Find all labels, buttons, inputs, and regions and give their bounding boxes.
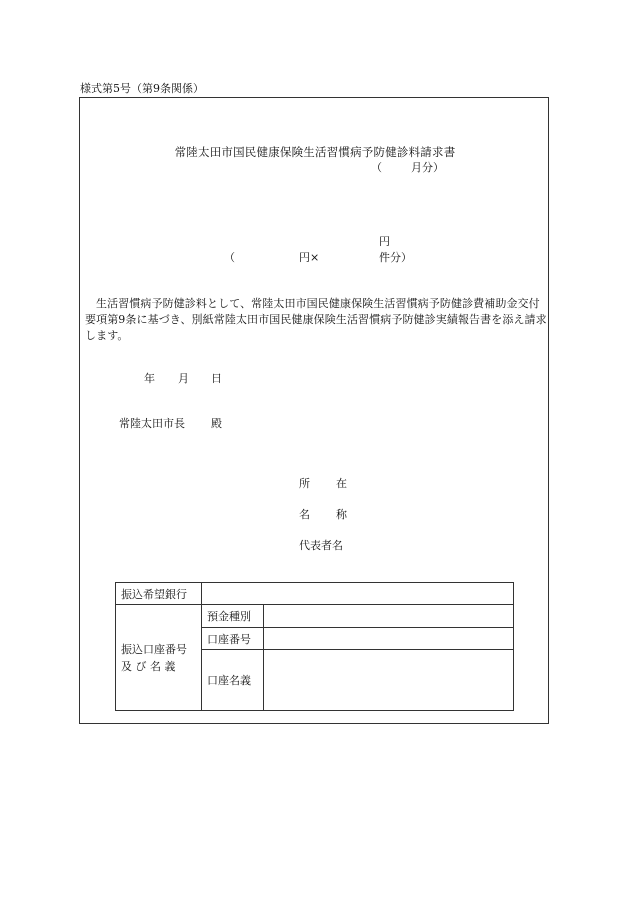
bank-transfer-table — [115, 582, 514, 711]
account-label-cell — [116, 605, 202, 711]
address-label-left: 所 — [299, 477, 310, 490]
account-number-label-cell — [202, 628, 264, 650]
month-suffix: 月分） — [411, 161, 444, 174]
representative-label: 代表者名 — [299, 539, 343, 552]
date-day: 日 — [211, 372, 222, 385]
date-month: 月 — [178, 372, 189, 385]
account-name-value-cell[interactable] — [264, 650, 514, 711]
request-body-text: 生活習慣病予防健診料として、常陸太田市国民健康保険生活習慣病予防健診費補助金交付要項第9条に基づき、別紙常陸太田市国民健康保険生活習慣病予防健診実績報告書を添え請求します。 — [85, 297, 547, 342]
bank-label: 振込希望銀行 — [121, 587, 187, 601]
account-number-label: 口座番号 — [207, 632, 251, 646]
bank-label-cell — [116, 583, 202, 605]
date-year: 年 — [144, 372, 155, 385]
deposit-type-value-cell[interactable] — [264, 605, 514, 628]
month-open-paren: （ — [371, 161, 382, 174]
account-number-value-cell[interactable] — [264, 628, 514, 650]
org-name-label-right: 称 — [336, 508, 347, 521]
account-name-label-cell — [202, 650, 264, 711]
org-name-label-left: 名 — [299, 508, 310, 521]
address-label-right: 在 — [336, 477, 347, 490]
document-title: 常陸太田市国民健康保険生活習慣病予防健診料請求書 — [174, 145, 456, 159]
addressee-suffix: 殿 — [211, 417, 222, 430]
total-yen-unit: 円 — [379, 235, 390, 248]
deposit-type-label-cell — [202, 605, 264, 628]
amount-open-paren: （ — [224, 251, 235, 264]
count-suffix: 件分） — [379, 251, 412, 264]
unit-price-suffix: 円× — [299, 251, 320, 264]
deposit-type-label: 預金種別 — [207, 610, 251, 623]
bank-value-cell[interactable] — [202, 583, 514, 605]
account-label-line2: 及 び 名 義 — [121, 659, 176, 673]
account-name-label: 口座名義 — [207, 674, 251, 687]
form-number-label: 様式第5号（第9条関係） — [80, 82, 204, 95]
addressee-name: 常陸太田市長 — [119, 417, 185, 430]
account-label-line1: 振込口座番号 — [121, 642, 187, 656]
